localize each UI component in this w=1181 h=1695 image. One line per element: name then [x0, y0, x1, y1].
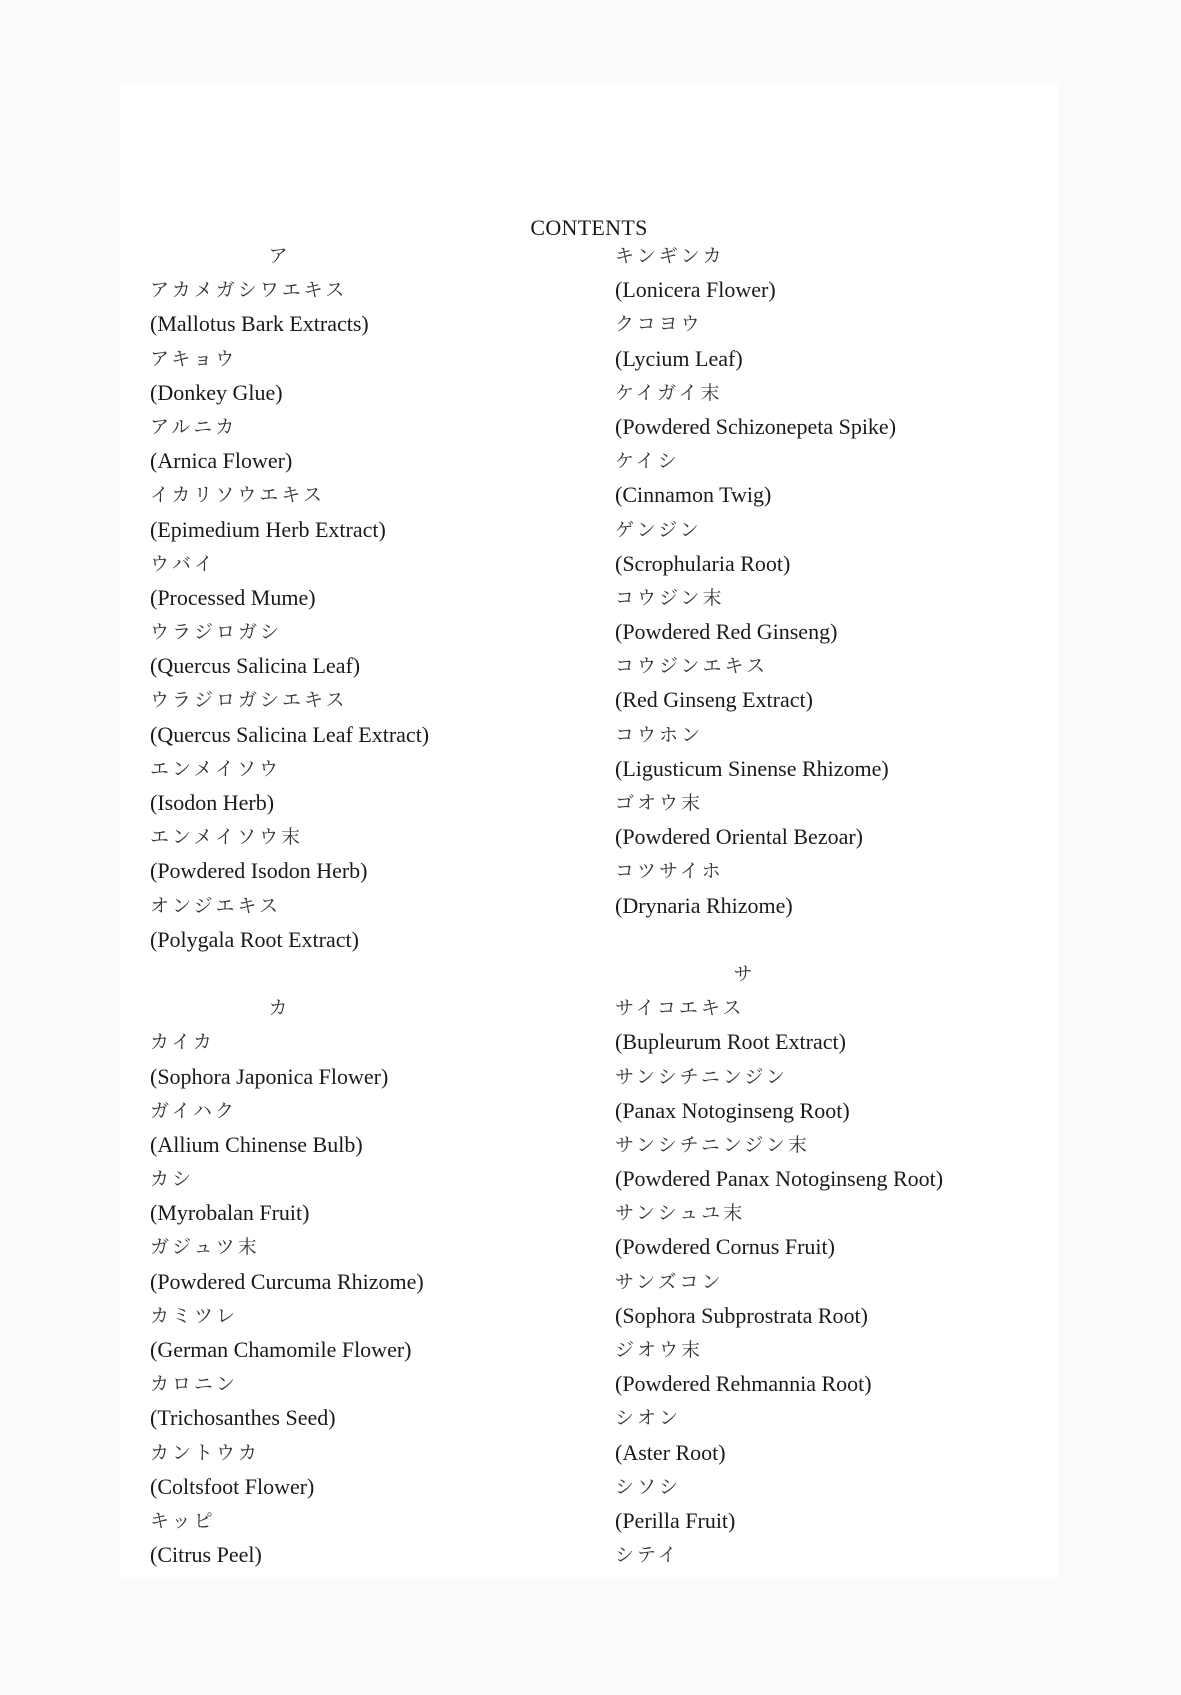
page-title: CONTENTS: [530, 215, 648, 240]
entry-en: (Cinnamon Twig): [615, 482, 772, 508]
entry-jp: サンズコン: [615, 1270, 724, 1293]
entry-jp: クコヨウ: [615, 313, 703, 336]
entry-en: (Quercus Salicina Leaf Extract): [150, 721, 430, 747]
document-page: [120, 83, 1058, 1578]
entry-jp: キッピ: [150, 1509, 216, 1532]
entry-en: (Drynaria Rhizome): [615, 892, 793, 918]
entry-jp: イカリソウエキス: [150, 484, 326, 507]
entry-en: (Donkey Glue): [150, 379, 283, 405]
entry-en: (Polygala Root Extract): [150, 926, 359, 952]
entry-jp: ジオウ末: [615, 1339, 704, 1361]
entry-en: (Lonicera Flower): [615, 277, 776, 303]
entry-jp: シソシ: [615, 1475, 682, 1498]
entry-en: (Coltsfoot Flower): [150, 1473, 315, 1499]
section-heading-ka: カ: [268, 997, 288, 1020]
entry-jp: サンシュユ末: [615, 1202, 746, 1225]
entry-jp: シテイ: [615, 1544, 680, 1567]
entry-en: (Epimedium Herb Extract): [150, 516, 386, 542]
entry-jp: サンシチニンジン: [615, 1065, 788, 1088]
entry-jp: カミツレ: [150, 1304, 239, 1327]
entry-jp: サイコエキス: [615, 997, 745, 1020]
entry-jp: アキョウ: [150, 347, 238, 370]
entry-en: (Arnica Flower): [150, 448, 293, 474]
entry-jp: アルニカ: [150, 415, 238, 438]
section-heading-sa: サ: [733, 962, 753, 985]
entry-jp: ウラジロガシエキス: [150, 689, 348, 712]
section-gap: [615, 923, 1045, 957]
entry-en: (Powdered Red Ginseng): [615, 619, 838, 645]
entry-jp: カントウカ: [150, 1441, 261, 1464]
entry-jp: エンメイソウ: [150, 757, 282, 780]
entry-jp: ウバイ: [150, 552, 217, 575]
entry-en: (Isodon Herb): [150, 790, 275, 815]
entry-jp: コウジン末: [615, 586, 725, 609]
entry-en: (Panax Notoginseng Root): [615, 1097, 850, 1123]
left-column: [150, 239, 580, 1572]
entry-jp: ケイシ: [615, 450, 680, 473]
entry-jp: ガジュツ末: [150, 1236, 260, 1259]
entry-jp: ゲンジン: [615, 518, 702, 541]
entry-jp: カロニン: [150, 1373, 239, 1396]
entry-en: (Powdered Panax Notoginseng Root): [615, 1166, 944, 1192]
entry-jp: コウホン: [615, 723, 704, 746]
entry-en: (Quercus Salicina Leaf): [150, 653, 361, 679]
section-gap: [150, 957, 580, 991]
right-column: [615, 239, 1045, 1572]
entry-en: (Sophora Subprostrata Root): [615, 1302, 868, 1328]
entry-en: (Trichosanthes Seed): [150, 1405, 336, 1431]
entry-jp: カイカ: [150, 1031, 215, 1054]
entry-en: (Powdered Isodon Herb): [150, 858, 368, 884]
entry-en: (Ligusticum Sinense Rhizome): [615, 755, 889, 781]
entry-en: (Scrophularia Root): [615, 550, 791, 576]
entry-en: (Powdered Oriental Bezoar): [615, 824, 864, 850]
entry-jp: オンジエキス: [150, 894, 282, 917]
entry-jp: アカメガシワエキス: [150, 279, 348, 302]
entry-jp: シオン: [615, 1407, 682, 1430]
entry-jp: ケイガイ末: [615, 381, 723, 404]
entry-jp: キンギンカ: [615, 245, 725, 267]
entry-jp: コウジンエキス: [615, 655, 769, 678]
entry-en: (Perilla Fruit): [615, 1507, 736, 1533]
entry-en: (Myrobalan Fruit): [150, 1200, 310, 1226]
entry-en: (Citrus Peel): [150, 1542, 262, 1568]
entry-en: (Processed Mume): [150, 584, 316, 610]
entry-jp: ゴオウ末: [615, 792, 704, 814]
entry-en: (Lycium Leaf): [615, 345, 743, 371]
entry-jp: エンメイソウ末: [150, 826, 304, 849]
entry-jp: ガイハク: [150, 1099, 238, 1122]
entry-en: (Powdered Curcuma Rhizome): [150, 1268, 424, 1294]
entry-en: (Powdered Rehmannia Root): [615, 1371, 872, 1397]
entry-jp: コツサイホ: [615, 860, 724, 883]
entry-en: (Allium Chinense Bulb): [150, 1131, 363, 1157]
entry-en: (Red Ginseng Extract): [615, 687, 813, 713]
entry-en: (Powdered Schizonepeta Spike): [615, 413, 897, 439]
entry-jp: サンシチニンジン末: [615, 1133, 810, 1156]
entry-en: (Powdered Cornus Fruit): [615, 1234, 835, 1260]
entry-en: (Bupleurum Root Extract): [615, 1029, 846, 1055]
entry-en: (German Chamomile Flower): [150, 1337, 412, 1362]
entry-jp: ウラジロガシ: [150, 621, 283, 644]
entry-en: (Sophora Japonica Flower): [150, 1063, 389, 1089]
section-heading-a: ア: [268, 245, 288, 267]
entry-en: (Aster Root): [615, 1439, 726, 1465]
entry-en: (Mallotus Bark Extracts): [150, 311, 369, 337]
entry-jp: カシ: [150, 1168, 195, 1191]
